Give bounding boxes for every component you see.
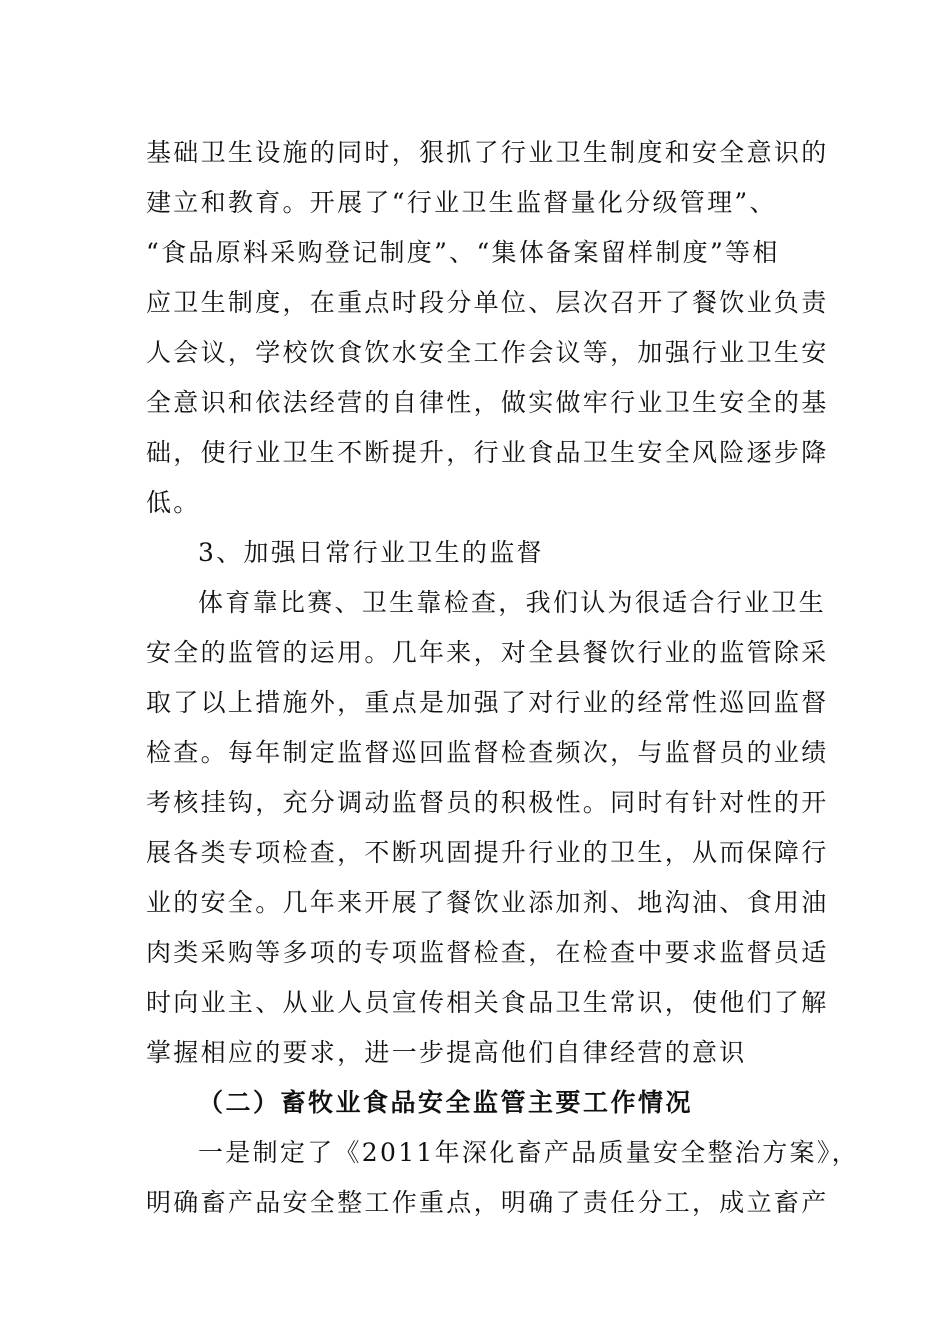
text-line: 掌握相应的要求，进一步提高他们自律经营的意识 — [146, 1038, 747, 1067]
subsection-heading: 3、加强日常行业卫生的监督 — [198, 538, 544, 567]
text-line: 检查。每年制定监督巡回监督检查频次，与监督员的业绩 — [146, 738, 829, 767]
text-line: 明确畜产品安全整工作重点，明确了责任分工，成立畜产 — [146, 1188, 829, 1217]
text-line: 业的安全。几年来开展了餐饮业添加剂、地沟油、食用油 — [146, 888, 829, 917]
text-line: 取了以上措施外，重点是加强了对行业的经常性巡回监督 — [146, 688, 829, 717]
text-line: 基础卫生设施的同时，狠抓了行业卫生制度和安全意识的 — [146, 138, 829, 167]
text-line: 应卫生制度，在重点时段分单位、层次召开了餐饮业负责 — [146, 288, 829, 317]
text-line: “食品原料采购登记制度”、“集体备案留样制度”等相 — [146, 238, 780, 267]
text-line: 时向业主、从业人员宣传相关食品卫生常识，使他们了解 — [146, 988, 829, 1017]
text-line: 低。 — [146, 488, 201, 517]
body-text — [146, 128, 859, 1228]
text-line: 肉类采购等多项的专项监督检查，在检查中要求监督员适 — [146, 938, 829, 967]
text-line: 全意识和依法经营的自律性，做实做牢行业卫生安全的基 — [146, 388, 829, 417]
text-line: 考核挂钩，充分调动监督员的积极性。同时有针对性的开 — [146, 788, 829, 817]
text-line: 安全的监管的运用。几年来，对全县餐饮行业的监管除采 — [146, 638, 829, 667]
text-line: 建立和教育。开展了“行业卫生监督量化分级管理”、 — [146, 188, 777, 217]
paragraph-start-line: 体育靠比赛、卫生靠检查，我们认为很适合行业卫生 — [198, 588, 826, 617]
text-line: 展各类专项检查，不断巩固提升行业的卫生，从而保障行 — [146, 838, 829, 867]
section-heading: （二）畜牧业食品安全监管主要工作情况 — [198, 1088, 694, 1117]
text-line: 础，使行业卫生不断提升，行业食品卫生安全风险逐步降 — [146, 438, 829, 467]
text-line: 人会议，学校饮食饮水安全工作会议等，加强行业卫生安 — [146, 338, 829, 367]
paragraph-start-line: 一是制定了《2011年深化畜产品质量安全整治方案》， — [198, 1138, 859, 1167]
